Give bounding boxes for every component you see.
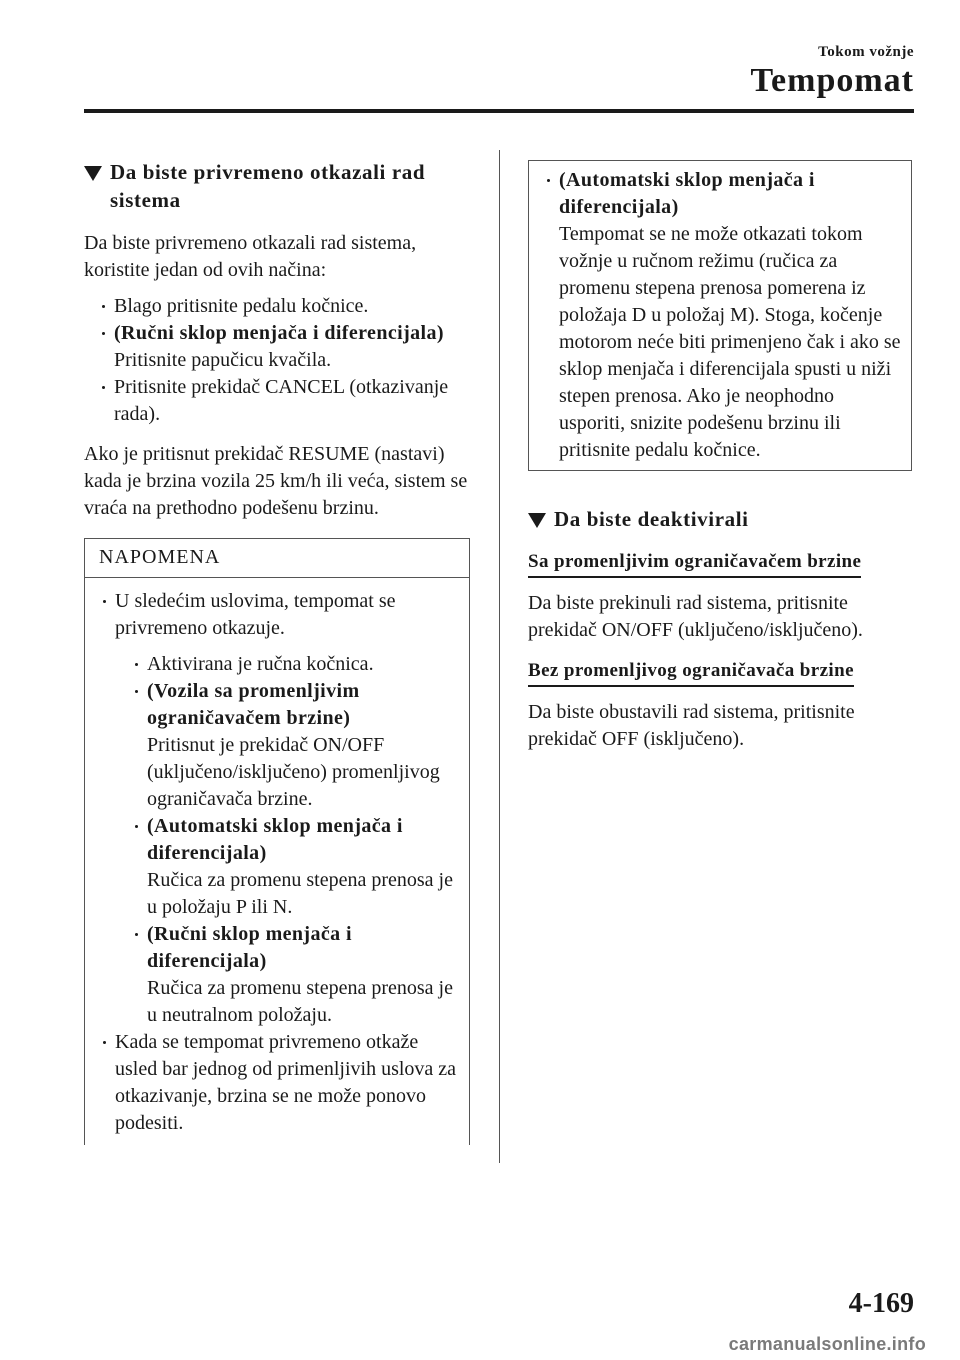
bullet-dot-icon bbox=[135, 690, 138, 693]
note-box bbox=[84, 538, 470, 1145]
heading-text: Da biste deaktivirali bbox=[554, 507, 749, 531]
condition-qualifier: (Automatski sklop menjača i diferencijala) bbox=[147, 815, 403, 864]
list-item bbox=[543, 167, 903, 464]
condition-text: Ručica za promenu stepena prenosa je u neutralnom položaju. bbox=[147, 977, 453, 1026]
list-item bbox=[131, 678, 461, 813]
note-item-text: Tempomat se ne može otkazati tokom vožnje u ručnom režimu (ručica za promenu stepena prenosa pomerena iz položaja D u položaj M). Stoga, kočenje motorom neće biti primenjeno čak i ako se sklop menjača i diferencijala spusti u niži stepen prenosa. Ako je neophodno usporiti, snizite podešenu brzinu ili pritisnite pedalu kočnice. bbox=[559, 223, 901, 461]
subsection-title: Sa promenljivim ograničavačem brzine bbox=[528, 549, 861, 578]
condition-qualifier: (Automatski sklop menjača i diferencijala) bbox=[559, 169, 815, 218]
note-item-text: U sledećim uslovima, tempomat se privremeno otkazuje. bbox=[115, 590, 396, 639]
list-item bbox=[131, 813, 461, 921]
bullet-dot-icon bbox=[103, 1041, 106, 1044]
method-text: Pritisnite prekidač CANCEL (otkazivanje rada). bbox=[114, 376, 449, 425]
bullet-dot-icon bbox=[135, 933, 138, 936]
watermark: carmanualsonline.info bbox=[728, 1334, 926, 1354]
section-label: Tokom vožnje bbox=[818, 44, 914, 60]
page-title: Tempomat bbox=[750, 62, 914, 99]
header-rule bbox=[84, 109, 914, 113]
bullet-dot-icon bbox=[547, 179, 550, 182]
bullet-dot-icon bbox=[103, 600, 106, 603]
conditions-list bbox=[131, 651, 461, 1029]
note-body bbox=[85, 578, 469, 1145]
column-divider bbox=[499, 150, 500, 1163]
list-item bbox=[98, 374, 470, 428]
list-item bbox=[131, 921, 461, 1029]
list-item bbox=[99, 588, 461, 1029]
list-item bbox=[98, 293, 470, 320]
subsection-without-limiter bbox=[528, 658, 914, 687]
cancel-methods-list bbox=[98, 293, 470, 428]
bullet-dot-icon bbox=[102, 386, 105, 389]
subsection-with-limiter bbox=[528, 549, 914, 578]
bullet-dot-icon bbox=[102, 332, 105, 335]
bullet-dot-icon bbox=[102, 305, 105, 308]
intro-paragraph: Da biste privremeno otkazali rad sistema, koristite jedan od ovih načina: bbox=[84, 232, 417, 281]
note-title: NAPOMENA bbox=[85, 539, 469, 578]
triangle-marker-icon bbox=[528, 513, 546, 528]
heading-line-1: Da biste privremeno otkazali rad bbox=[110, 160, 426, 184]
list-item bbox=[99, 1029, 461, 1137]
heading-cancel-temporarily bbox=[84, 158, 470, 214]
heading-deactivate bbox=[528, 505, 914, 533]
bullet-dot-icon bbox=[135, 825, 138, 828]
right-column bbox=[528, 160, 914, 753]
triangle-marker-icon bbox=[84, 166, 102, 181]
note-list bbox=[99, 588, 461, 1137]
condition-qualifier: (Ručni sklop menjača i diferencijala) bbox=[147, 923, 352, 972]
list-item bbox=[98, 320, 470, 374]
condition-text: Aktivirana je ručna kočnica. bbox=[147, 653, 374, 675]
bullet-dot-icon bbox=[135, 663, 138, 666]
subsection-title: Bez promenljivog ograničavača brzine bbox=[528, 658, 854, 687]
page-number: 4-169 bbox=[848, 1288, 914, 1319]
left-column bbox=[84, 158, 470, 1145]
method-condition: (Ručni sklop menjača i diferencijala) bbox=[114, 322, 444, 344]
method-text: Blago pritisnite pedalu kočnice. bbox=[114, 295, 369, 317]
note-box-continued bbox=[528, 160, 912, 471]
condition-text: Pritisnut je prekidač ON/OFF (uključeno/isključeno) promenljivog ograničavača brzine. bbox=[147, 734, 440, 810]
note-item-text: Kada se tempomat privremeno otkaže usled bar jednog od primenljivih uslova za otkazivanje, brzina se ne može ponovo podesiti. bbox=[115, 1031, 457, 1134]
subsection-paragraph: Da biste prekinuli rad sistema, pritisnite prekidač ON/OFF (uključeno/isključeno). bbox=[528, 592, 863, 641]
subsection-paragraph: Da biste obustavili rad sistema, pritisnite prekidač OFF (isključeno). bbox=[528, 701, 855, 750]
resume-paragraph: Ako je pritisnut prekidač RESUME (nastavi) kada je brzina vozila 25 km/h ili veća, sistem se vraća na prethodno podešenu brzinu. bbox=[84, 443, 468, 519]
method-text: Pritisnite papučicu kvačila. bbox=[114, 349, 332, 371]
condition-qualifier: (Vozila sa promenljivim ograničavačem brzine) bbox=[147, 680, 360, 729]
condition-text: Ručica za promenu stepena prenosa je u položaju P ili N. bbox=[147, 869, 453, 918]
note-list bbox=[543, 167, 903, 464]
heading-line-2: sistema bbox=[110, 188, 181, 212]
list-item bbox=[131, 651, 461, 678]
